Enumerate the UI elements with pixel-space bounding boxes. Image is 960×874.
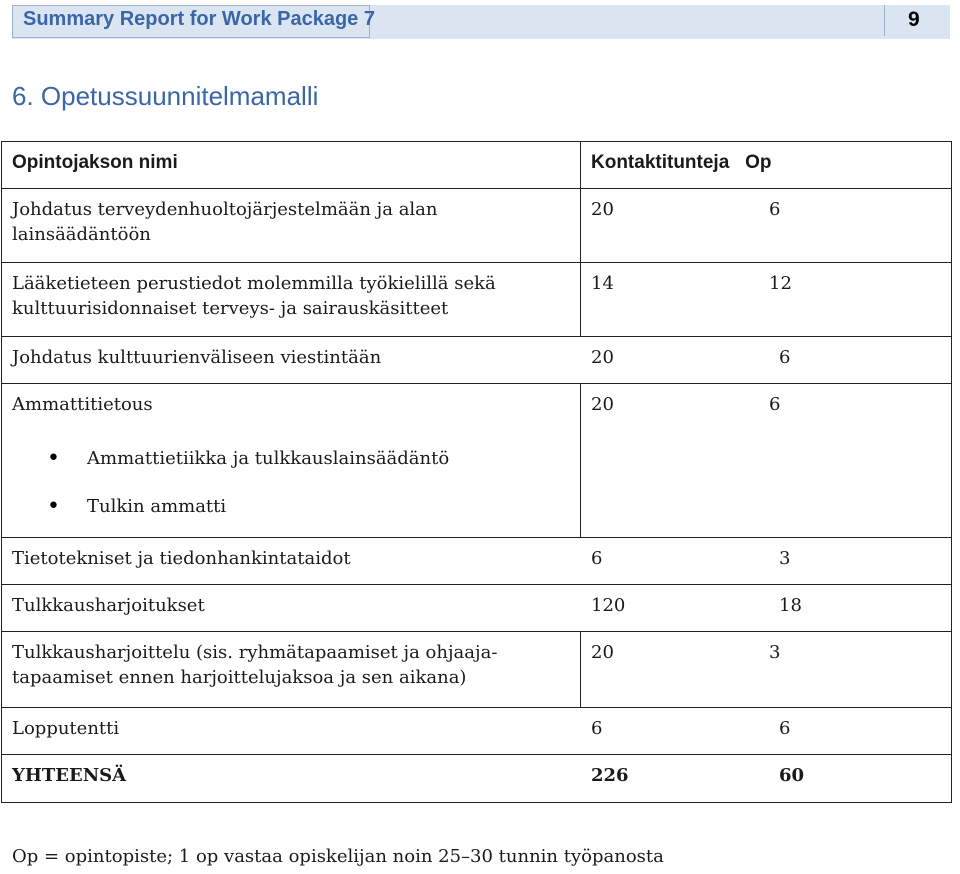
hours-value: 20 — [591, 347, 614, 368]
op-value: 6 — [779, 347, 791, 368]
table-row — [2, 263, 952, 337]
course-name-line: Johdatus terveydenhuoltojärjestelmään ja alan — [12, 199, 438, 220]
op-value: 3 — [779, 548, 791, 569]
bullet-item: • Tulkin ammatti — [12, 483, 570, 531]
column-header-hours-op — [581, 142, 952, 189]
table-row — [2, 585, 952, 632]
course-name: Lopputentti — [12, 718, 120, 739]
course-name — [2, 263, 581, 337]
hours-value: 14 — [591, 273, 614, 294]
curriculum-table — [1, 141, 952, 803]
course-name: Tulkkausharjoitukset — [12, 595, 205, 616]
hours-value: 20 — [591, 642, 614, 663]
op-value: 12 — [769, 273, 792, 294]
course-name-line: lainsäädäntöön — [12, 224, 151, 245]
section-title: 6. Opetussuunnitelmamalli — [12, 81, 319, 111]
table-row — [2, 337, 952, 384]
table-row — [2, 632, 952, 708]
bullet-item: • Ammattietiikka ja tulkkauslainsäädäntö — [12, 435, 570, 483]
hours-value: 6 — [591, 548, 603, 569]
header-title: Summary Report for Work Package 7 — [23, 8, 375, 30]
course-name-line: tapaamiset ennen harjoittelujaksoa ja sen aikana) — [12, 667, 467, 688]
course-name-line: Lääketieteen perustiedot molemmilla työkielillä sekä — [12, 273, 496, 294]
op-value: 6 — [769, 394, 781, 415]
op-value: 6 — [779, 718, 791, 739]
column-header-course: Opintojakson nimi — [2, 142, 581, 189]
total-label: YHTEENSÄ — [12, 765, 127, 786]
hours-value: 6 — [591, 718, 603, 739]
hours-value: 20 — [591, 199, 614, 220]
course-row-full — [2, 585, 952, 632]
course-name: Tietotekniset ja tiedonhankintataidot — [12, 548, 351, 569]
op-value: 18 — [779, 595, 802, 616]
bullet-list — [12, 435, 570, 531]
column-header-hours: Kontaktitunteja — [591, 152, 730, 173]
table-row — [2, 189, 952, 263]
table-header-row — [2, 142, 952, 189]
total-row-cell — [2, 755, 952, 803]
course-name: Johdatus kulttuurienväliseen viestintään — [12, 347, 382, 368]
hours-value: 20 — [591, 394, 614, 415]
hours-op-cell — [581, 384, 952, 538]
course-row-full — [2, 708, 952, 755]
footnote: Op = opintopiste; 1 op vastaa opiskelijan noin 25–30 tunnin työpanosta — [12, 846, 664, 867]
page-number: 9 — [908, 8, 920, 31]
column-header-op: Op — [745, 152, 772, 173]
course-name-text: Ammattitietous — [12, 394, 153, 415]
hours-op-cell — [581, 263, 952, 337]
op-value: 3 — [769, 642, 781, 663]
op-value: 6 — [769, 199, 781, 220]
total-op: 60 — [779, 765, 805, 786]
hours-op-cell — [581, 632, 952, 708]
total-row — [2, 755, 952, 803]
hours-op-cell — [581, 189, 952, 263]
hours-value: 120 — [591, 595, 626, 616]
table-row — [2, 708, 952, 755]
course-name-line: Tulkkausharjoittelu (sis. ryhmätapaamiset ja ohjaaja- — [12, 642, 498, 663]
table-row — [2, 384, 952, 538]
total-hours: 226 — [591, 765, 629, 786]
table-row — [2, 538, 952, 585]
course-name — [2, 384, 581, 538]
course-row-full — [2, 337, 952, 384]
course-name — [2, 632, 581, 708]
course-name-line: kulttuurisidonnaiset terveys- ja sairauskäsitteet — [12, 298, 449, 319]
course-row-full — [2, 538, 952, 585]
course-name — [2, 189, 581, 263]
